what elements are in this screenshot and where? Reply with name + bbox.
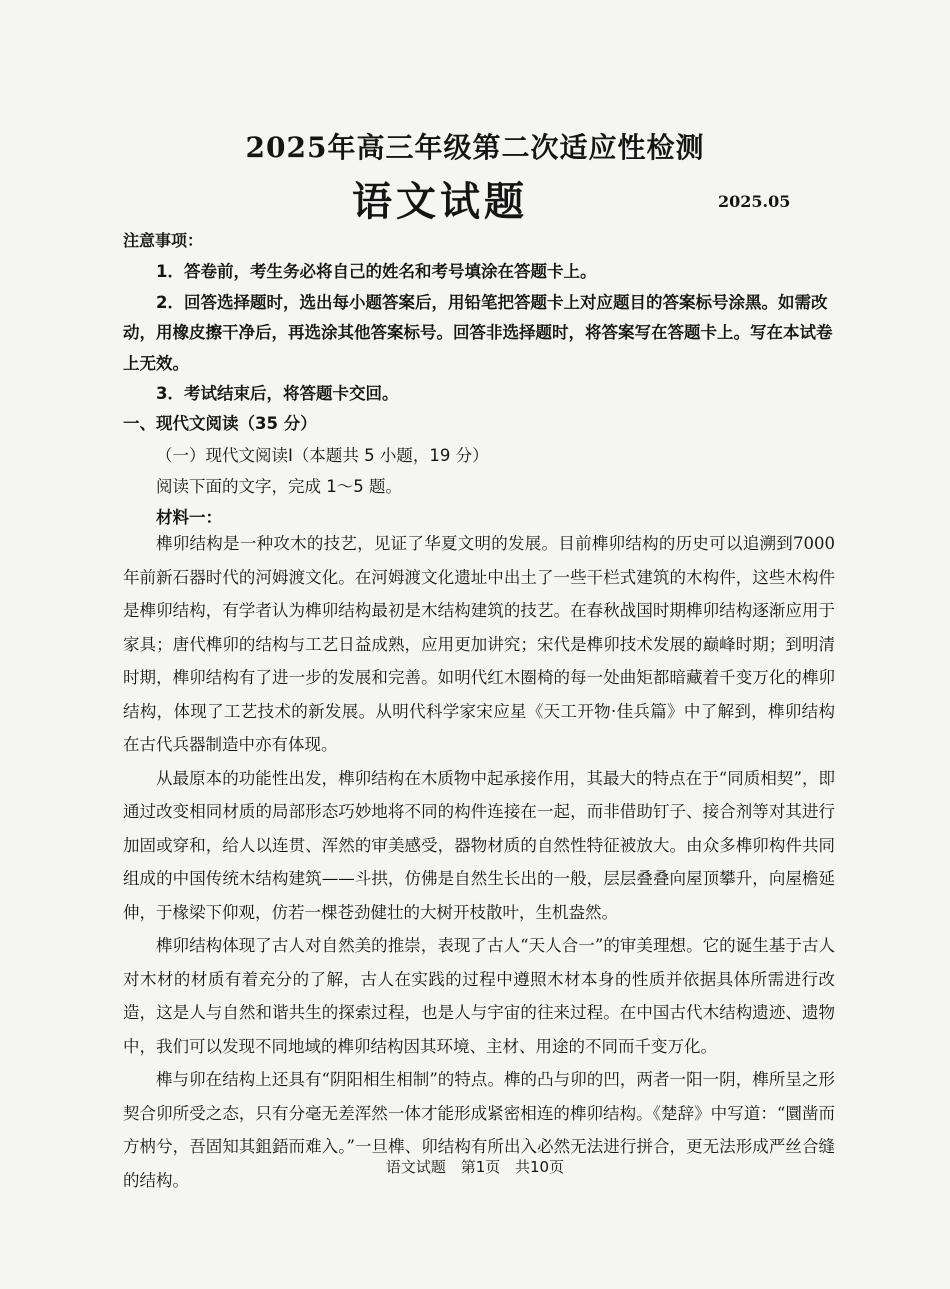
passage: [123, 527, 835, 1197]
notice-item-2: 2．回答选择题时，选出每小题答案后，用铅笔把答题卡上对应题目的答案标号涂黑。如需改动，用橡皮擦干净后，再选涂其他答案标号。回答非选择题时，将答案写在答题卡上。写在本试卷上无效。: [123, 292, 833, 373]
exam-date: 2025.05: [718, 192, 791, 211]
notice-item-3: 3．考试结束后，将答题卡交回。: [156, 384, 399, 403]
footer-total-pages: 共10页: [515, 1158, 565, 1176]
passage-paragraph-1: 榫卯结构是一种攻木的技艺，见证了华夏文明的发展。目前榫卯结构的历史可以追溯到7000年前新石器时代的河姆渡文化。在河姆渡文化遗址中出土了一些干栏式建筑的木构件，这些木构件是榫卯结构，有学者认为榫卯结构最初是木结构建筑的技艺。在春秋战国时期榫卯结构逐渐应用于家具；唐代榫卯的结构与工艺日益成熟，应用更加讲究；宋代是榫卯技术发展的巅峰时期；到明清时期，榫卯结构有了进一步的发展和完善。如明代红木圈椅的每一处曲矩都暗藏着千变万化的榫卯结构，体现了工艺技术的新发展。从明代科学家宋应星《天工开物·佳兵篇》中了解到，榫卯结构在古代兵器制造中亦有体现。: [123, 534, 835, 754]
exam-title: 2025年高三年级第二次适应性检测: [245, 131, 705, 164]
footer-page-number: 第1页: [460, 1158, 501, 1176]
material-label: 材料一：: [156, 508, 222, 527]
passage-paragraph-4: 榫与卯在结构上还具有“阴阳相生相制”的特点。榫的凸与卯的凹，两者一阳一阴，榫所呈之形契合卯所受之态，只有分毫无差浑然一体才能形成紧密相连的榫卯结构。《楚辞》中写道：“圜凿而方枘兮，吾固知其鉏鋙而难入。”一旦榫、卯结构有所出入必然无法进行拼合，更无法形成严丝合缝的结构。: [123, 1070, 835, 1190]
notice-item-1: 1．答卷前，考生务必将自己的姓名和考号填涂在答题卡上。: [156, 262, 597, 281]
subject-title: 语文试题: [352, 178, 528, 225]
sub-section-title: （一）现代文阅读Ⅰ（本题共 5 小题，19 分）: [156, 446, 489, 465]
notice-list: [123, 257, 835, 410]
notice-heading: 注意事项：: [123, 231, 204, 250]
reading-instruction: 阅读下面的文字，完成 1～5 题。: [156, 477, 402, 496]
page-footer: [0, 1156, 950, 1177]
passage-paragraph-2: 从最原本的功能性出发，榫卯结构在木质物中起承接作用，其最大的特点在于“同质相契”，即通过改变相同材质的局部形态巧妙地将不同的构件连接在一起，而非借助钉子、接合剂等对其进行加固或穿和，给人以连贯、浑然的审美感受，器物材质的自然性特征被放大。由众多榫卯构件共同组成的中国传统木结构建筑——斗拱，仿佛是自然生长出的一般，层层叠叠向屋顶攀升，向屋檐延伸，于椽梁下仰观，仿若一棵苍劲健壮的大树开枝散叶，生机盎然。: [123, 768, 835, 922]
footer-subject: 语文试题: [385, 1158, 446, 1176]
part-title: 一、现代文阅读（35 分）: [123, 414, 317, 433]
passage-paragraph-3: 榫卯结构体现了古人对自然美的推崇，表现了古人“天人合一”的审美理想。它的诞生基于古人对木材的材质有着充分的了解，古人在实践的过程中遵照木材本身的性质并依据具体所需进行改造，这是人与自然和谐共生的探索过程，也是人与宇宙的往来过程。在中国古代木结构遗迹、遗物中，我们可以发现不同地域的榫卯结构因其环境、主材、用途的不同而千变万化。: [123, 936, 835, 1056]
